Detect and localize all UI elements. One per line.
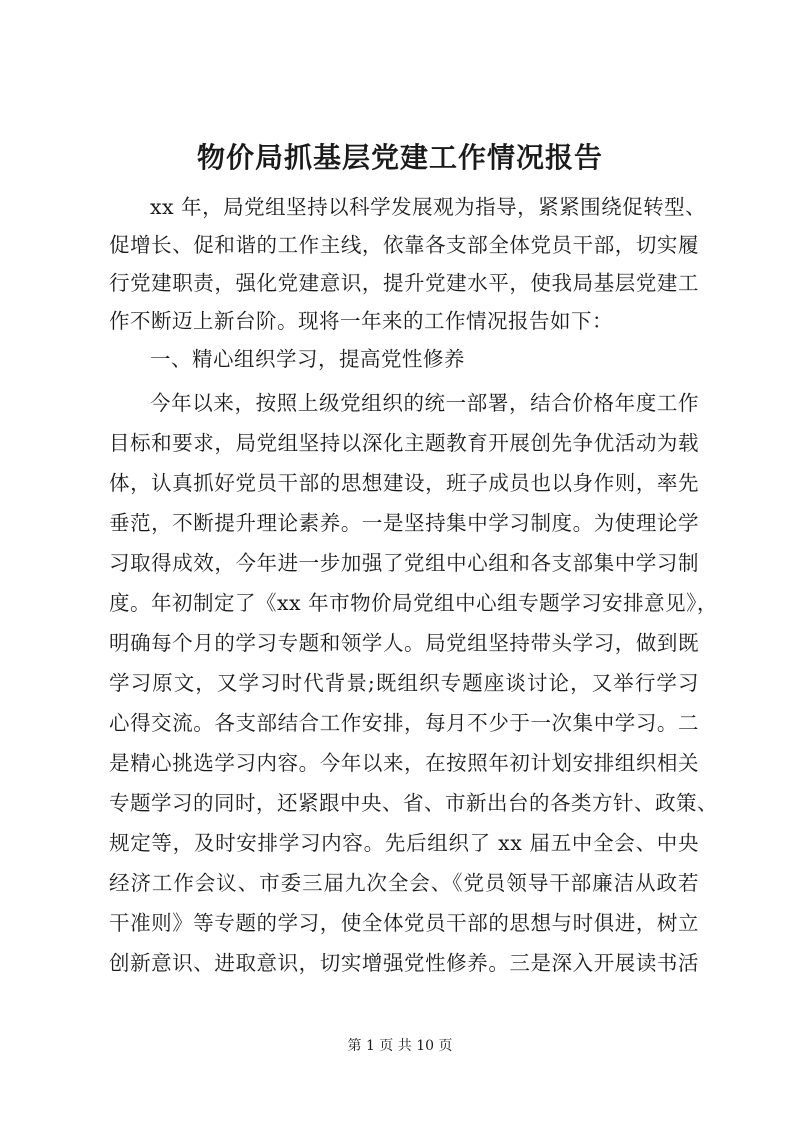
body-line: 体，认真抓好党员干部的思想建设，班子成员也以身作则，率先 [109, 471, 699, 495]
document-title: 物价局抓基层党建工作情况报告 [196, 141, 603, 174]
body-line: 目标和要求，局党组坚持以深化主题教育开展创先争优活动为载 [109, 431, 699, 455]
body-line: 心得交流。各支部结合工作安排，每月不少于一次集中学习。二 [109, 711, 699, 735]
body-line: 规定等，及时安排学习内容。先后组织了 xx 届五中全会、中央 [109, 831, 699, 855]
page-number: 第 1 页 共 10 页 [347, 1038, 453, 1054]
body-line: 创新意识、进取意识，切实增强党性修养。三是深入开展读书活 [109, 951, 699, 975]
body-line: 学习原文，又学习时代背景;既组织专题座谈讨论，又举行学习 [109, 671, 699, 695]
body-line: 行党建职责，强化党建意识，提升党建水平，使我局基层党建工 [109, 271, 699, 295]
body-line: 专题学习的同时，还紧跟中央、省、市新出台的各类方针、政策、 [109, 791, 718, 815]
body-line: 垂范，不断提升理论素养。一是坚持集中学习制度。为使理论学 [109, 511, 699, 535]
body-line: 经济工作会议、市委三届九次全会、《党员领导干部廉洁从政若 [109, 871, 699, 895]
body-line: 习取得成效，今年进一步加强了党组中心组和各支部集中学习制 [109, 551, 699, 575]
body-line: 作不断迈上新台阶。现将一年来的工作情况报告如下： [109, 309, 613, 333]
section-heading: 一、精心组织学习，提高党性修养 [150, 347, 465, 371]
body-line: 干准则》等专题的学习，使全体党员干部的思想与时俱进，树立 [109, 911, 699, 935]
body-line: 明确每个月的学习专题和领学人。局党组坚持带头学习，做到既 [109, 631, 699, 655]
body-line: 度。年初制定了《xx 年市物价局党组中心组专题学习安排意见》， [109, 591, 718, 615]
body-line: 促增长、促和谐的工作主线，依靠各支部全体党员干部，切实履 [109, 233, 699, 257]
body-line: 今年以来，按照上级党组织的统一部署，结合价格年度工作 [150, 391, 699, 415]
body-line: 是精心挑选学习内容。今年以来，在按照年初计划安排组织相关 [109, 751, 699, 775]
body-line: xx 年，局党组坚持以科学发展观为指导，紧紧围绕促转型、 [150, 195, 707, 219]
